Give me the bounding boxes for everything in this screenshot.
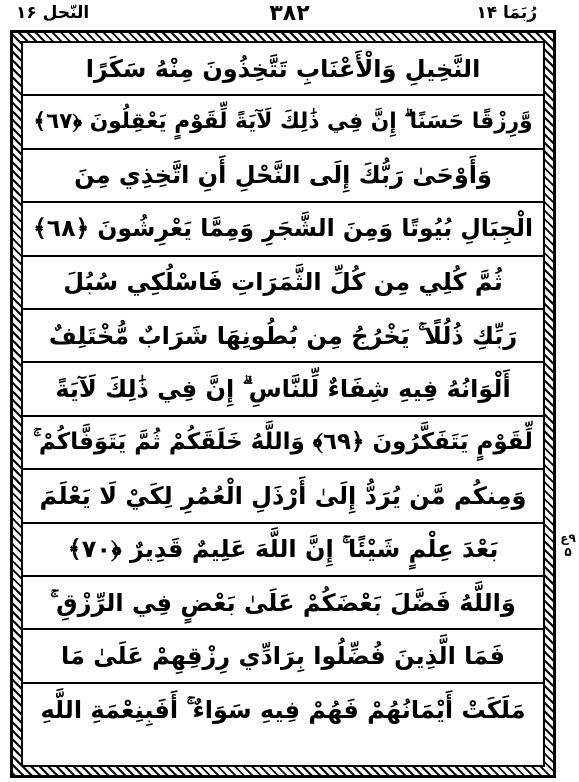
page-header	[0, 0, 579, 30]
verse-text: وَأَوْحَىٰ رَبُّكَ إِلَى النَّحْلِ أَنِ اتَّخِذِي مِنَ	[74, 161, 492, 190]
verse-text: بَعْدَ عِلْمٍ شَيْئًا ۚ إِنَّ اللَّهَ عَلِيمٌ قَدِيرٌ ﴿٧٠﴾	[67, 535, 499, 564]
verse-text: فَمَا الَّذِينَ فُضِّلُوا بِرَادِّي رِزْقِهِمْ عَلَىٰ مَا	[61, 641, 505, 670]
verse-text: النَّخِيلِ وَالْأَعْنَابِ تَتَّخِذُونَ مِنْهُ سَكَرًا	[85, 54, 481, 83]
text-line-5	[23, 257, 543, 310]
text-line-9	[23, 470, 543, 523]
text-line-3	[23, 150, 543, 203]
text-line-12	[23, 630, 543, 683]
juz-label: رُبَمَا ۱۴	[476, 3, 537, 23]
ornamental-border	[10, 30, 556, 778]
text-line-8	[23, 417, 543, 470]
verse-text: أَلْوَانُهُ فِيهِ شِفَاءٌ لِّلنَّاسِ ۗ إِنَّ فِي ذَٰلِكَ لَآيَةً	[55, 375, 511, 404]
surah-label: النّحل ۱۶	[16, 3, 90, 23]
page-number: ۳۸۲	[269, 1, 310, 26]
verse-text: وَّرِزْقًا حَسَنًا ۗ إِنَّ فِي ذَٰلِكَ لَآيَةً لِّقَوْمٍ يَعْقِلُونَ ﴿٦٧﴾	[33, 109, 533, 135]
text-block	[21, 41, 545, 767]
verse-text: وَمِنكُم مَّن يُرَدُّ إِلَىٰ أَرْذَلِ الْعُمُرِ لِكَيْ لَا يَعْلَمَ	[39, 481, 527, 510]
text-line-11	[23, 577, 543, 630]
verse-text: رَبِّكِ ذُلُلًا ۚ يَخْرُجُ مِن بُطُونِهَا شَرَابٌ مُّخْتَلِفٌ	[48, 321, 518, 350]
verse-text: الْجِبَالِ بُيُوتًا وَمِنَ الشَّجَرِ وَمِمَّا يَعْرِشُونَ ﴿٦٨﴾	[32, 214, 534, 243]
text-line-1	[23, 43, 543, 96]
ruku-margin-note: ۹ع۵	[560, 531, 576, 559]
text-line-10	[23, 524, 543, 577]
text-line-2	[23, 96, 543, 149]
text-line-7	[23, 363, 543, 416]
verse-text: لِّقَوْمٍ يَتَفَكَّرُونَ ﴿٦٩﴾ وَاللَّهُ خَلَقَكُمْ ثُمَّ يَتَوَفَّاكُمْ ۚ	[33, 428, 533, 455]
verse-text: مَلَكَتْ أَيْمَانُهُمْ فَهُمْ فِيهِ سَوَاءٌ ۚ أَفَبِنِعْمَةِ اللَّهِ	[40, 696, 526, 725]
verse-text: وَاللَّهُ فَضَّلَ بَعْضَكُمْ عَلَىٰ بَعْضٍ فِي الرِّزْقِ ۚ	[50, 588, 516, 617]
text-line-4	[23, 203, 543, 256]
verse-text: ثُمَّ كُلِي مِن كُلِّ الثَّمَرَاتِ فَاسْلُكِي سُبُلَ	[63, 268, 503, 297]
text-line-6	[23, 310, 543, 363]
text-line-13	[23, 684, 543, 737]
